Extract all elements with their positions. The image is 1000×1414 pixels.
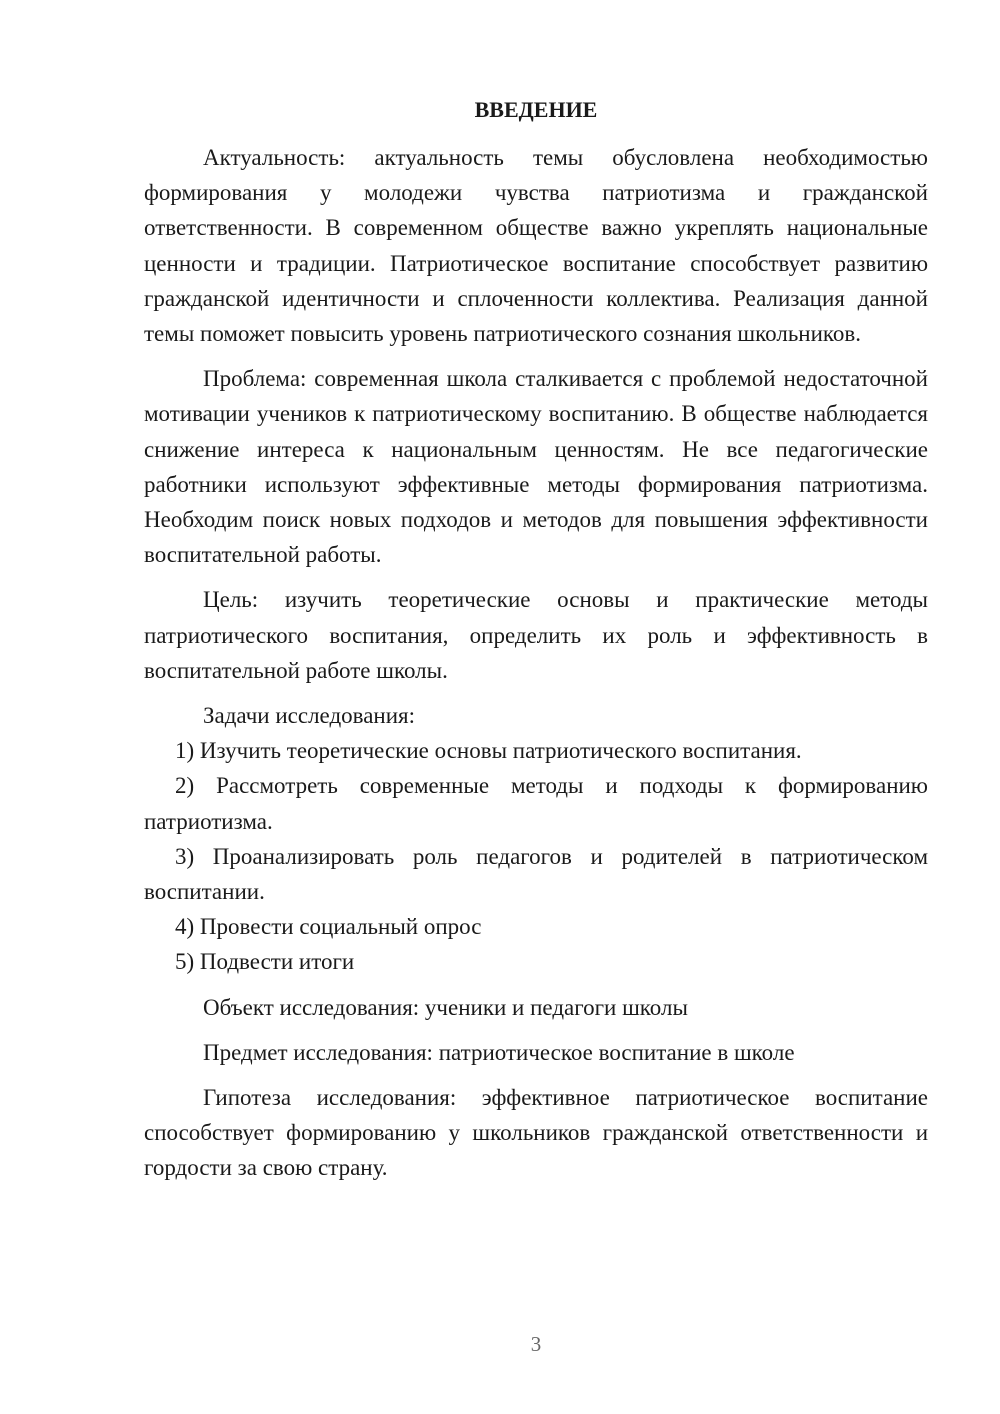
page-content — [144, 94, 928, 1186]
relevance-paragraph: Актуальность: актуальность темы обусловлена необходимостью формирования у молодежи чувства патриотизма и гражданской ответственности. В современном обществе важно укреплять национальные ценности и традиции. Патриотическое воспитание способствует развитию гражданской идентичности и сплоченности коллектива. Реализация данной темы поможет повысить уровень патриотического сознания школьников. — [144, 145, 928, 347]
task-item-2: 2) Рассмотреть современные методы и подходы к формированию патриотизма. — [144, 773, 928, 834]
task-item-1: 1) Изучить теоретические основы патриотического воспитания. — [175, 738, 802, 764]
research-subject: Предмет исследования: патриотическое воспитание в школе — [203, 1039, 795, 1065]
research-object: Объект исследования: ученики и педагоги школы — [203, 994, 688, 1020]
page-number: 3 — [530, 1332, 542, 1356]
goal-paragraph: Цель: изучить теоретические основы и практические методы патриотического воспитания, определить их роль и эффективность в воспитательной работе школы. — [144, 587, 928, 683]
research-hypothesis: Гипотеза исследования: эффективное патриотическое воспитание способствует формированию у школьников гражданской ответственности и гордости за свою страну. — [144, 1085, 928, 1181]
task-item-5: 5) Подвести итоги — [175, 949, 355, 975]
task-item-3: 3) Проанализировать роль педагогов и родителей в патриотическом воспитании. — [144, 843, 928, 905]
tasks-heading: Задачи исследования: — [203, 703, 416, 729]
problem-paragraph: Проблема: современная школа сталкивается с проблемой недостаточной мотивации учеников к патриотическому воспитанию. В обществе наблюдается снижение интереса к национальным ценностям. Не все педагогические работники используют эффективные методы формирования патриотизма. Необходим поиск новых подходов и методов для повышения эффективности воспитательной работы. — [144, 366, 928, 568]
page-title: ВВЕДЕНИЕ — [474, 97, 598, 122]
task-item-4: 4) Провести социальный опрос — [175, 914, 482, 940]
